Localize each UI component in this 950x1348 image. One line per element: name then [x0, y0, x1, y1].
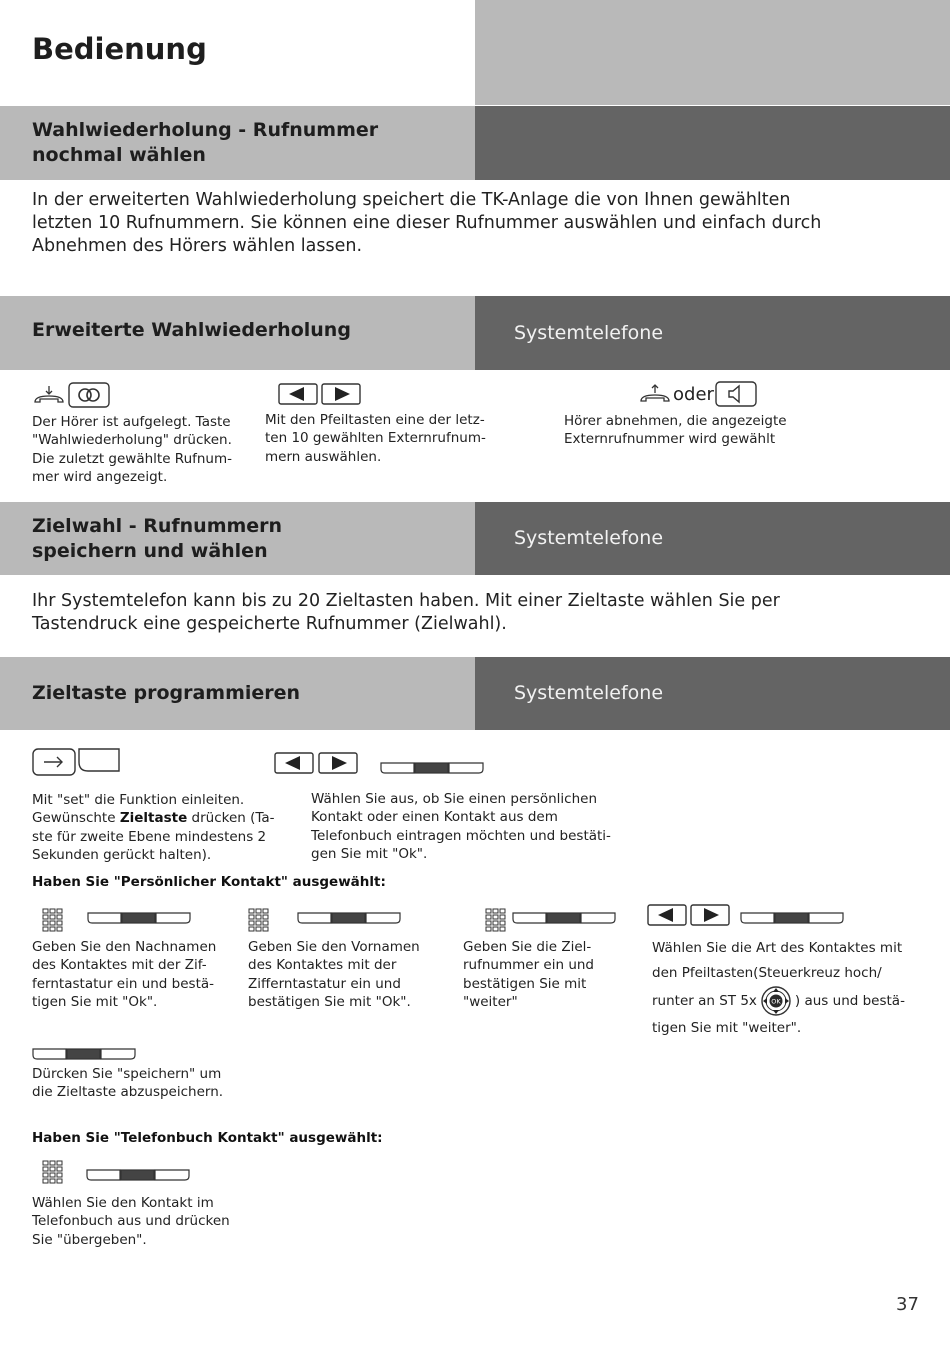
step-caption	[32, 413, 232, 486]
page-title: Bedienung	[32, 32, 207, 66]
caption-text: Gewünschte	[32, 810, 120, 827]
step-caption	[32, 1065, 223, 1102]
caption-line: ferntastatur ein und bestä-	[32, 975, 215, 992]
intro-line: In der erweiterten Wahlwiederholung speichert die TK-Anlage die von Ihnen gewählten	[32, 190, 791, 210]
caption-line: bestätigen Sie mit "Ok".	[248, 993, 411, 1010]
handset-on-hook-icon	[32, 383, 66, 407]
section-header-redial-dark	[475, 106, 950, 180]
caption-line: Telefonbuch aus und drücken	[32, 1213, 230, 1230]
section-heading-redial	[32, 118, 378, 168]
caption-line: Mit "set" die Funktion einleiten.	[32, 792, 245, 808]
header-band	[475, 0, 950, 105]
arrow-right-key-icon	[321, 383, 361, 405]
step-caption	[32, 791, 275, 864]
intro-redial	[32, 189, 821, 258]
heading-line: Zielwahl - Rufnummern	[32, 515, 283, 537]
caption-line: Telefonbuch eintragen möchten und bestäti-	[311, 827, 611, 844]
caption-line: den Pfeiltasten(Steuerkreuz hoch/	[652, 965, 882, 981]
step-caption	[32, 1194, 230, 1249]
destination-key-icon	[78, 748, 120, 772]
handset-lift-icon	[638, 382, 672, 406]
redial-key-icon	[68, 382, 110, 408]
section-heading-program-key: Zieltaste programmieren	[32, 682, 301, 704]
caption-line	[32, 809, 275, 827]
softkey-middle-icon	[512, 912, 616, 924]
step-caption	[652, 936, 905, 1041]
softkey-middle-icon	[297, 912, 401, 924]
caption-line: "weiter"	[463, 993, 518, 1010]
intro-line: Tastendruck eine gespeicherte Rufnummer (Zielwahl).	[32, 614, 507, 634]
page-number: 37	[896, 1294, 919, 1315]
intro-speed-dial	[32, 590, 780, 636]
step-caption	[32, 938, 216, 1011]
caption-line: die Zieltaste abzuspeichern.	[32, 1084, 224, 1101]
keypad-icon	[485, 908, 507, 934]
caption-line: bestätigen Sie mit	[463, 975, 587, 992]
caption-bold: Zieltaste	[119, 810, 188, 827]
softkey-middle-icon	[86, 1169, 190, 1181]
softkey-middle-icon	[87, 912, 191, 924]
caption-line: Zifferntastatur ein und	[248, 975, 401, 992]
caption-line	[652, 986, 905, 1016]
navigation-cross-ok-icon	[758, 986, 794, 1016]
system-phones-tag: Systemtelefone	[514, 322, 664, 344]
softkey-middle-icon	[380, 762, 484, 774]
heading-line: Wahlwiederholung - Rufnummer	[32, 119, 379, 141]
caption-line: Externrufnummer wird gewählt	[564, 431, 776, 448]
caption-line: Geben Sie den Vornamen	[248, 939, 420, 955]
caption-line: Kontakt oder einen Kontakt aus dem	[311, 809, 558, 826]
step-caption	[248, 938, 420, 1011]
caption-line: Geben Sie den Nachnamen	[32, 939, 217, 955]
arrow-right-key-icon	[318, 752, 358, 774]
arrow-left-key-icon	[278, 383, 318, 405]
softkey-middle-icon	[740, 912, 844, 924]
set-key-icon	[32, 748, 76, 776]
speaker-key-icon	[715, 381, 757, 407]
caption-line: Die zuletzt gewählte Rufnum-	[32, 450, 233, 467]
section-heading-extended-redial: Erweiterte Wahlwiederholung	[32, 319, 351, 341]
step-caption	[564, 412, 787, 449]
system-phones-tag: Systemtelefone	[514, 527, 664, 549]
caption-line: Hörer abnehmen, die angezeigte	[564, 413, 787, 429]
system-phones-tag: Systemtelefone	[514, 682, 664, 704]
caption-line: mern auswählen.	[265, 448, 382, 465]
intro-line: letzten 10 Rufnummern. Sie können eine dieser Rufnummer auswählen und einfach durch	[32, 213, 822, 233]
caption-line: tigen Sie mit "Ok".	[32, 993, 158, 1010]
oder-label: oder	[673, 384, 714, 405]
heading-line: nochmal wählen	[32, 144, 206, 166]
caption-line: Geben Sie die Ziel-	[463, 939, 592, 955]
caption-line: Wählen Sie den Kontakt im	[32, 1195, 214, 1211]
step-caption	[265, 411, 486, 466]
caption-line: gen Sie mit "Ok".	[311, 845, 428, 862]
caption-line: Sekunden gerückt halten).	[32, 846, 212, 863]
softkey-middle-icon	[32, 1048, 136, 1060]
caption-line: Der Hörer ist aufgelegt. Taste	[32, 414, 231, 430]
arrow-right-key-icon	[690, 904, 730, 926]
caption-line: Wählen Sie aus, ob Sie einen persönlichen	[311, 791, 597, 807]
caption-text: runter an ST 5x	[652, 993, 757, 1009]
section-heading-speed-dial	[32, 514, 282, 564]
intro-line: Ihr Systemtelefon kann bis zu 20 Zieltasten haben. Mit einer Zieltaste wählen Sie per	[32, 591, 780, 611]
caption-line: "Wahlwiederholung" drücken.	[32, 432, 232, 449]
caption-line: Mit den Pfeiltasten eine der letz-	[265, 412, 485, 428]
step-caption	[463, 938, 594, 1011]
heading-line: speichern und wählen	[32, 540, 268, 562]
caption-line: des Kontaktes mit der	[248, 957, 397, 974]
caption-line: des Kontaktes mit der Zif-	[32, 957, 207, 974]
keypad-icon	[248, 908, 270, 934]
step-caption	[311, 790, 611, 863]
intro-line: Abnehmen des Hörers wählen lassen.	[32, 236, 363, 256]
caption-line: ste für zweite Ebene mindestens 2	[32, 828, 267, 845]
caption-line: tigen Sie mit "weiter".	[652, 1020, 802, 1036]
caption-line: Sie "übergeben".	[32, 1231, 147, 1248]
caption-line: ten 10 gewählten Externrufnum-	[265, 430, 486, 447]
subheading-phonebook-contact: Haben Sie "Telefonbuch Kontakt" ausgewählt:	[32, 1130, 383, 1146]
arrow-left-key-icon	[274, 752, 314, 774]
keypad-icon	[42, 908, 64, 934]
caption-text: ) aus und bestä-	[794, 993, 905, 1009]
keypad-icon	[42, 1160, 64, 1186]
caption-line: rufnummer ein und	[463, 957, 595, 974]
caption-line: Wählen Sie die Art des Kontaktes mit	[652, 940, 903, 956]
ok-label: OK	[771, 997, 781, 1006]
arrow-left-key-icon	[647, 904, 687, 926]
subheading-personal-contact: Haben Sie "Persönlicher Kontakt" ausgewählt:	[32, 874, 386, 890]
caption-line: Dürcken Sie "speichern" um	[32, 1066, 222, 1082]
caption-text: drücken (Ta-	[187, 810, 275, 827]
caption-line: mer wird angezeigt.	[32, 468, 168, 485]
